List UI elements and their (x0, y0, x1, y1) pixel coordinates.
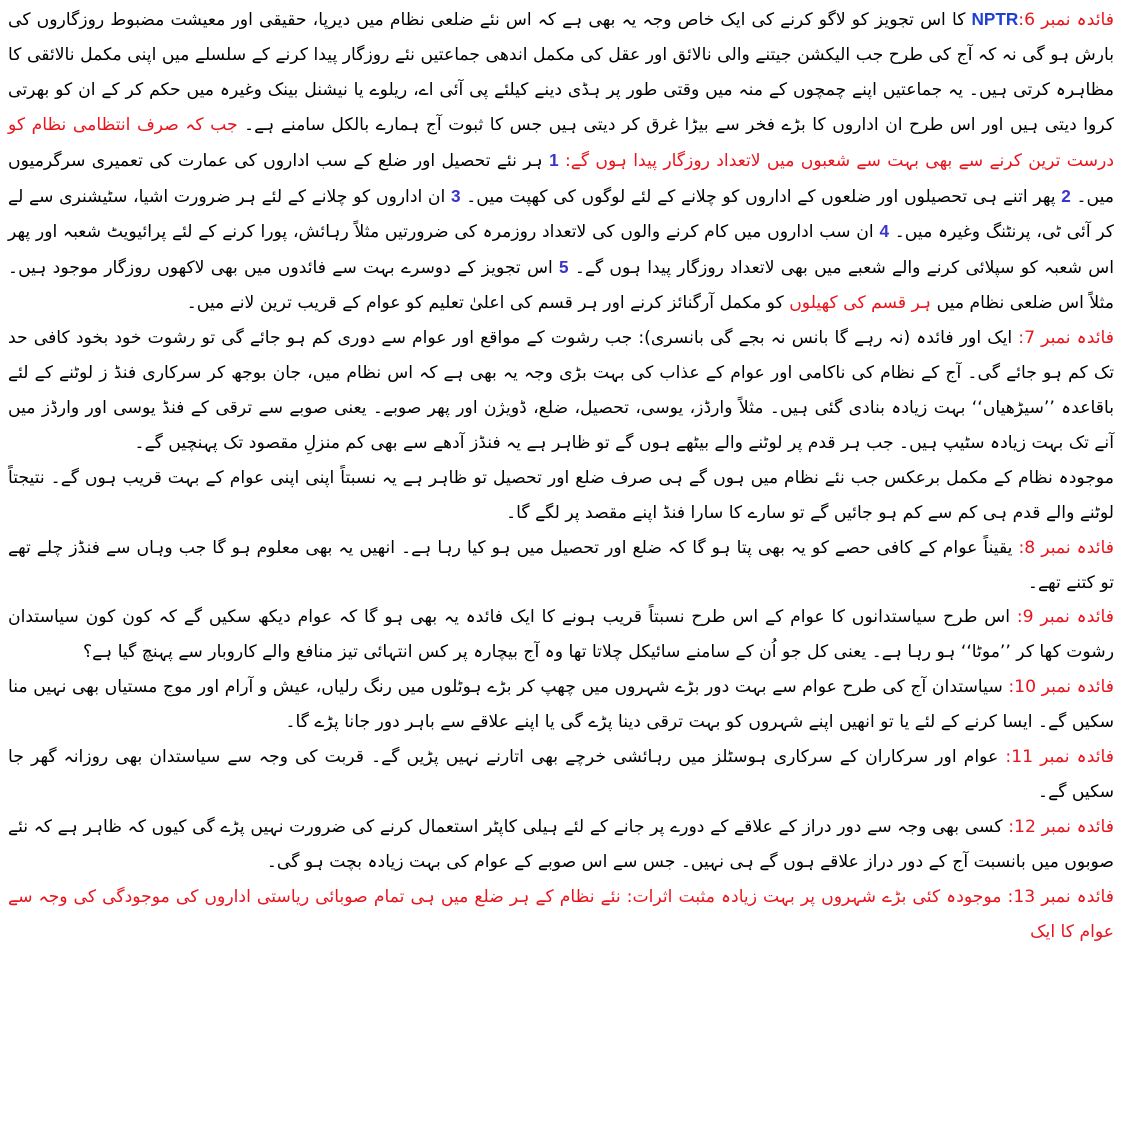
text-run: کسی بھی وجہ سے دور دراز کے علاقے کے دورے پر جانے کے لئے ہیلی کاپٹر استعمال کرنے کی ضرورت نہیں پڑے گی کیوں کہ ظاہر ہے کہ نئے صوبوں میں بانسبت آج کے دور دراز علاقے ہوں گے ہی نہیں۔ جس سے اس صوبے کے عوام کی بہت زیادہ بچت ہو گی۔ (8, 816, 1114, 872)
paragraph-3 (8, 461, 1114, 531)
text-run: سیاستدان آج کی طرح عوام سے بہت دور بڑے شہروں میں چھپ کر بڑے ہوٹلوں میں رنگ رلیاں، عیش و آرام اور موج مستیاں بھی نہیں منا سکیں گے۔ ایسا کرنے کے لئے یا تو انھیں اپنے شہروں کو بہت ترقی دینا پڑے گی یا اپنے علاقے سے باہر دور جانا پڑے گا۔ (8, 677, 1114, 733)
highlight-text: فائدہ نمبر 12: (1008, 816, 1114, 837)
highlight-text: فائدہ نمبر 7: (1018, 328, 1114, 349)
paragraph-8 (8, 810, 1114, 880)
paragraph-2 (8, 321, 1114, 461)
paragraph-7 (8, 740, 1114, 810)
paragraph-9 (8, 880, 1114, 950)
highlight-text: فائدہ نمبر 9: (1016, 607, 1114, 628)
text-run: اس تجویز کے دوسرے بہت سے فائدوں میں بھی لاکھوں روزگار موجود ہیں۔ مثلاً اس ضلعی نظام میں (8, 258, 1114, 314)
highlight-text: فائدہ نمبر 6: (1018, 10, 1114, 30)
text-run: ان اداروں کو چلانے کے لئے ہر ضرورت اشیا، سٹیشنری سے لے کر آئی ٹی، پرنٹنگ وغیرہ میں۔ (8, 186, 1114, 243)
list-number: 2 (1061, 185, 1071, 206)
list-number: 4 (879, 221, 889, 242)
highlight-text: فائدہ نمبر 8: (1018, 537, 1114, 558)
text-run: یقیناً عوام کے کافی حصے کو یہ بھی پتا ہو گا کہ ضلع اور تحصیل میں ہو کیا رہا ہے۔ انھیں یہ بھی معلوم ہو گا جب وہاں سے فنڈز چلے تھے تو کتنے تھے۔ (8, 537, 1114, 593)
text-run: عوام اور سرکاران کے سرکاری ہوسٹلز میں رہائشی خرچے بھی اتارنے نہیں پڑیں گے۔ قربت کی وجہ سے سیاستدان بھی روزانہ گھر جا سکیں گے۔ (8, 747, 1114, 802)
list-number: 3 (450, 185, 461, 206)
paragraph-6 (8, 670, 1114, 740)
highlight-text: جب کہ صرف انتظامی نظام کو درست ترین کرنے سے بھی بہت سے شعبوں میں لاتعداد روزگار پیدا ہوں گے: (8, 114, 1114, 171)
highlight-text: فائدہ نمبر 11: (1005, 747, 1114, 768)
highlight-text: ہر قسم کی کھیلوں (789, 293, 932, 314)
text-run: ان سب اداروں میں کام کرنے والوں کی لاتعداد روزمرہ کی ضرورتیں مثلاً رہائش، پورا کرنے کے لئے پرائیویٹ شعبہ اور پھر اس شعبہ کو سپلائی کرنے والے شعبے میں بھی لاتعداد روزگار پیدا ہوں گے۔ (8, 222, 1114, 279)
text-run: موجودہ نظام کے مکمل برعکس جب نئے نظام میں ہوں گے ہی صرف ضلع اور تحصیل تو ظاہر ہے یہ نسبتاً اپنی اپنی عوام کے بہت قریب ہوں گے۔ نتیجتاً لوٹنے والے قدم ہی کم سے کم ہو جائیں گے تو سارے کا سارا فنڈ اپنے مقصد پر لگے گا۔ (8, 467, 1114, 523)
highlight-text: موجودہ کئی بڑے شہروں پر بہت زیادہ مثبت اثرات: نئے نظام کے ہر ضلع میں ہی تمام صوبائی ریاستی اداروں کی موجودگی کی وجہ سے عوام کا ایک (8, 886, 1114, 942)
text-run: پھر اتنے ہی تحصیلوں اور ضلعوں کے اداروں کو چلانے کے لئے لوگوں کی کھپت میں۔ (460, 186, 1062, 207)
text-run: اس طرح سیاستدانوں کا عوام کے اس طرح نسبتاً قریب ہونے کا ایک فائدہ یہ بھی ہو گا کہ عوام دیکھ سکیں گے کہ کون کون سیاستدان رشوت کھا کر ’’موٹا‘‘ ہو رہا ہے۔ یعنی کل جو اُن کے سامنے سائیکل چلاتا تھا وہ آج بیچارہ پر کس انتہائی تیز منافع والے کاروبار سے پہنچ گیا ہے؟ (8, 607, 1114, 663)
list-number: 1 (549, 149, 559, 170)
list-number: 5 (559, 257, 569, 278)
highlight-text: فائدہ نمبر 13: (1007, 886, 1115, 907)
text-run: ہر نئے تحصیل اور ضلع کے سب اداروں کی عمارت کی تعمیری سرگرمیوں میں۔ (8, 150, 1114, 207)
paragraph-1 (8, 2, 1114, 321)
highlight-text: فائدہ نمبر 10: (1008, 677, 1114, 698)
text-run: کا اس تجویز کو لاگو کرنے کی ایک خاص وجہ یہ بھی ہے کہ اس نئے ضلعی نظام میں دیرپا، حقیقی اور معیشت مضبوط روزگاروں کی بارش ہو گی نہ کہ آج کی طرح جب الیکشن جیتنے والی نالائق اور عقل کی مکمل اندھی جماعتیں نئے روزگار پیدا کرنے کے سلسلے میں اپنی مکمل نالائقی کا مظاہرہ کرتی ہیں۔ یہ جماعتیں اپنے چمچوں کے منہ میں وقتی طور پر ہڈی دینے کیلئے پی آئی اے، ریلوے یا نیشنل بینک وغیرہ میں حکم کر کے ان کو بھرتی کروا دیتی ہیں اور اس طرح ان اداروں کا بڑے فخر سے بیڑا غرق کر دیتی ہیں جس کا ثبوت آج ہمارے بالکل سامنے ہے۔ (8, 10, 1114, 135)
paragraph-5 (8, 600, 1114, 670)
text-run: ایک اور فائدہ (نہ رہے گا بانس نہ بجے گی بانسری): جب رشوت کے مواقع اور عوام سے دوری کم ہو جائے گی تو رشوت خود بخود کافی حد تک کم ہو جائے گی۔ آج کے نظام کی ناکامی اور عوام کے عذاب کی بہت بڑی وجہ یہ بھی ہے کہ اس نظام میں، جان بوجھ کر سرکاری فنڈ ز لوٹنے کے لئے باقاعدہ ’’سیڑھیاں‘‘ بہت زیادہ بنادی گئی ہیں۔ مثلاً وارڈز، یوسی، تحصیل، ضلع، ڈویژن اور پھر صوبے۔ یعنی صوبے سے ترقی کے فنڈ یوسی اور وارڈز میں آنے تک بہت زیادہ سٹیپ ہیں۔ جب ہر قدم پر لوٹنے والے بیٹھے ہوں گے تو ظاہر ہے یہ فنڈز آدھے سے بھی کم منزلِ مقصود تک پہنچیں گے۔ (8, 328, 1114, 453)
text-run: کو مکمل آرگنائز کرنے اور ہر قسم کی اعلیٰ تعلیم کو عوام کے قریب ترین لانے میں۔ (186, 293, 790, 314)
paragraph-4 (8, 531, 1114, 601)
acronym-label: NPTR (971, 9, 1019, 29)
